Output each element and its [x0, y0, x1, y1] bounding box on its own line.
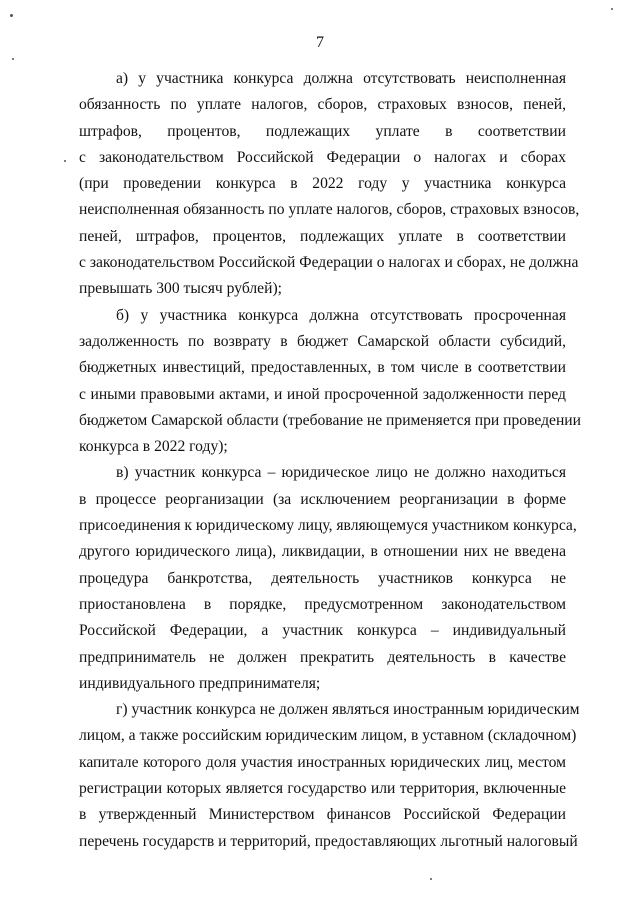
text-line: б) у участника конкурса должна отсутствовать просроченная — [116, 306, 566, 324]
text-line: предприниматель не должен прекратить деятельность в качестве — [79, 648, 566, 666]
text-line: лицом, а также российским юридическим лицом, в уставном (складочном) — [79, 727, 577, 745]
text-line: капитале которого доля участия иностранных юридических лиц, местом — [79, 753, 566, 771]
text-line: бюджетных инвестиций, предоставленных, в том числе в соответствии — [79, 359, 566, 377]
text-line: Российской Федерации, а участник конкурса – индивидуальный — [79, 622, 566, 640]
text-line: а) у участника конкурса должна отсутствовать неисполненная — [116, 70, 566, 87]
text-line: бюджетом Самарской области (требование не применяется при проведении — [79, 411, 581, 429]
paragraph-a — [79, 66, 580, 303]
text-line: (при проведении конкурса в 2022 году у участника конкурса — [79, 175, 566, 193]
text-line: неисполненная обязанность по уплате налогов, сборов, страховых взносов, — [79, 201, 580, 219]
text-line: с законодательством Российской Федерации о налогах и сборах, не должна — [79, 254, 579, 272]
text-line: штрафов, процентов, подлежащих уплате в соответствии — [79, 122, 566, 140]
page-number: 7 — [316, 34, 324, 51]
scan-speck — [10, 14, 13, 17]
text-line: пеней, штрафов, процентов, подлежащих уплате в соответствии — [79, 227, 566, 245]
paragraph-g — [79, 697, 580, 855]
text-line: индивидуального предпринимателя; — [79, 674, 321, 692]
text-line: перечень государств и территорий, предоставляющих льготный налоговый — [79, 832, 578, 850]
text-line: в) участник конкурса – юридическое лицо не должно находиться — [116, 464, 566, 482]
text-line: обязанность по уплате налогов, сборов, страховых взносов, пеней, — [79, 96, 566, 114]
text-line: г) участник конкурса не должен являться иностранным юридическим — [116, 701, 580, 719]
text-line: регистрации которых является государство или территория, включенные — [79, 780, 566, 798]
scan-speck — [611, 8, 613, 10]
document-body — [79, 66, 581, 855]
paragraph-b — [79, 303, 581, 461]
text-line: с иными правовыми актами, и иной просроченной задолженности перед — [79, 385, 566, 403]
text-line: конкурса в 2022 году); — [79, 438, 228, 456]
text-line: с законодательством Российской Федерации о налогах и сборах — [79, 148, 566, 166]
text-line: в утвержденный Министерством финансов Российской Федерации — [79, 806, 566, 824]
text-line: превышать 300 тысяч рублей); — [79, 280, 282, 298]
text-line: в процессе реорганизации (за исключением реорганизации в форме — [79, 490, 566, 508]
text-line: задолженность по возврату в бюджет Самарской области субсидий, — [79, 332, 566, 350]
scan-speck — [12, 58, 14, 60]
scan-speck — [64, 160, 66, 162]
text-line: приостановлена в порядке, предусмотренном законодательством — [79, 595, 566, 613]
text-line: другого юридического лица), ликвидации, в отношении них не введена — [79, 543, 566, 561]
text-line: процедура банкротства, деятельность участников конкурса не — [79, 569, 566, 587]
paragraph-v — [79, 460, 577, 697]
text-line: присоединения к юридическому лицу, являющемуся участником конкурса, — [79, 517, 577, 535]
scan-speck — [430, 878, 432, 880]
